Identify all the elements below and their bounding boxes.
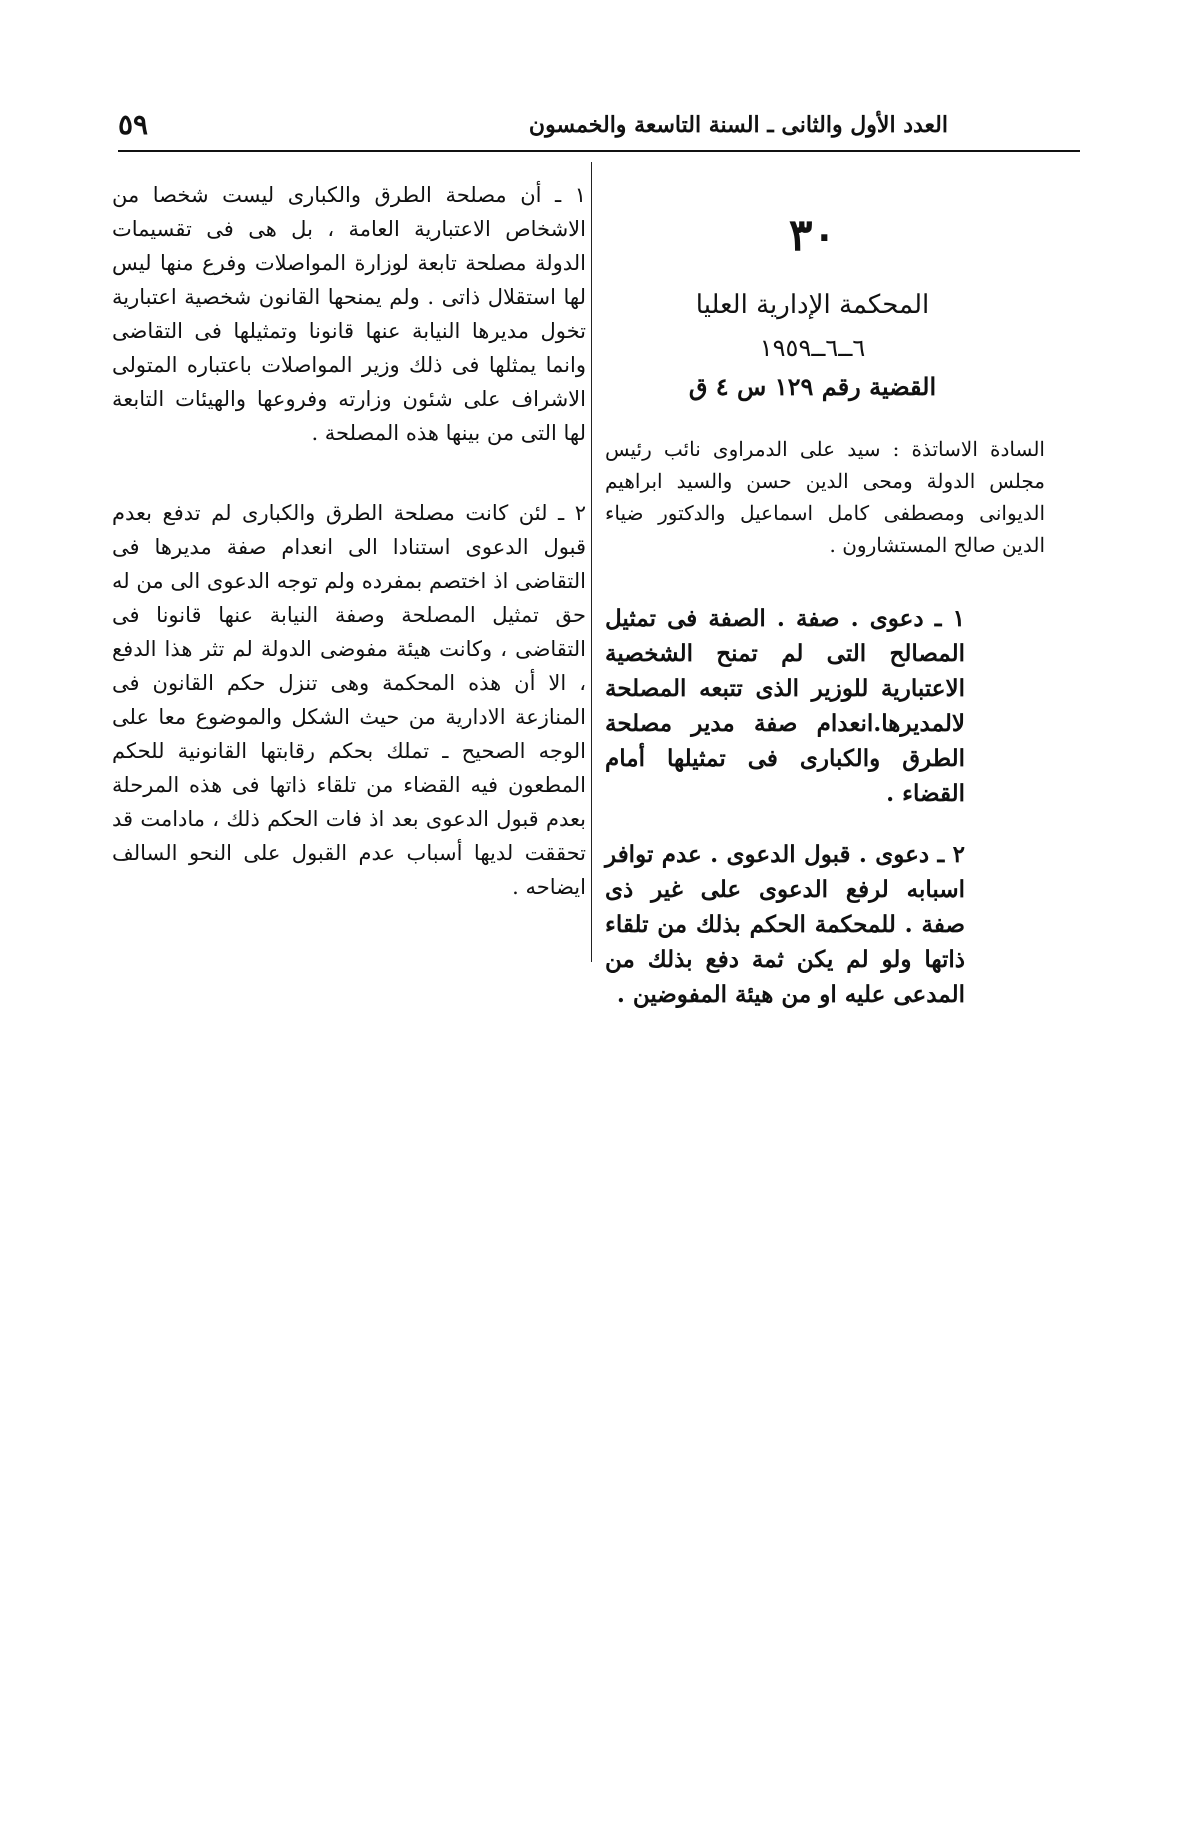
headnote-1: ١ ـ دعوى . صفة . الصفة فى تمثيل المصالح التى لم تمنح الشخصية الاعتبارية للوزير الذى تتبعه المصلحة لالمديرها.انعدام صفة مدير مصلحة الطرق والكبارى فى تمثيلها أمام القضاء .	[605, 605, 965, 808]
running-header	[118, 108, 1078, 148]
decision-date: ٦ــ٦ــ١٩٥٩	[759, 334, 866, 363]
journal-issue-title: العدد الأول والثانى ـ السنة التاسعة والخمسون	[528, 112, 948, 138]
judges-panel: السادة الاساتذة : سيد على الدمراوى نائب رئيس مجلس الدولة ومحى الدين حسن والسيد ابراهيم الديوانى ومصطفى كامل اسماعيل والدكتور ضياء الدين صالح المستشارون .	[605, 437, 1045, 558]
headnote-2: ٢ ـ دعوى . قبول الدعوى . عدم توافر اسبابه لرفع الدعوى على غير ذى صفة . للمحكمة الحكم بذلك من تلقاء ذاتها ولو لم يكن ثمة دفع بذلك من المدعى عليه او من هيئة المفوضين .	[605, 841, 965, 1009]
page-number: ٥٩	[118, 108, 149, 141]
header-rule	[118, 150, 1080, 152]
column-divider	[591, 162, 592, 962]
ruling-paragraph-1: ١ ـ أن مصلحة الطرق والكبارى ليست شخصا من الاشخاص الاعتبارية العامة ، بل هى فى تقسيمات الدولة مصلحة تابعة لوزارة المواصلات وفرع منها ليس لها استقلال ذاتى . ولم يمنحها القانون شخصية اعتبارية تخول مديرها النيابة عنها قانونا وتمثيلها فى التقاضى وانما يمثلها فى ذلك وزير المواصلات باعتباره المتولى الاشراف على شئون وزارته وفروعها والهيئات التابعة لها التى من بينها هذه المصلحة .	[112, 183, 587, 445]
ruling-paragraph-2: ٢ ـ لئن كانت مصلحة الطرق والكبارى لم تدفع بعدم قبول الدعوى استنادا الى انعدام صفة مديرها فى التقاضى اذ اختصم بمفرده ولم توجه الدعوى الى من له حق تمثيل المصلحة وصفة النيابة عنها قانونا فى التقاضى ، وكانت هيئة مفوضى الدولة لم تثر هذا الدفع ، الا أن هذه المحكمة وهى تنزل حكم القانون فى المنازعة الادارية من حيث الشكل والموضوع معا على الوجه الصحيح ـ تملك بحكم رقابتها القانونية للحكم المطعون فيه القضاء من تلقاء ذاتها فى هذه المرحلة بعدم قبول الدعوى بعد اذ فات الحكم ذلك ، مادامت قد تحققت لديها أسباب عدم القبول على النحو السالف ايضاحه .	[112, 501, 586, 899]
case-number: ٣٠	[788, 210, 837, 261]
right-column	[605, 160, 1045, 1012]
case-reference: القضية رقم ١٢٩ س ٤ ق	[688, 372, 937, 402]
court-name: المحكمة الإدارية العليا	[695, 290, 930, 321]
left-column	[112, 178, 586, 904]
